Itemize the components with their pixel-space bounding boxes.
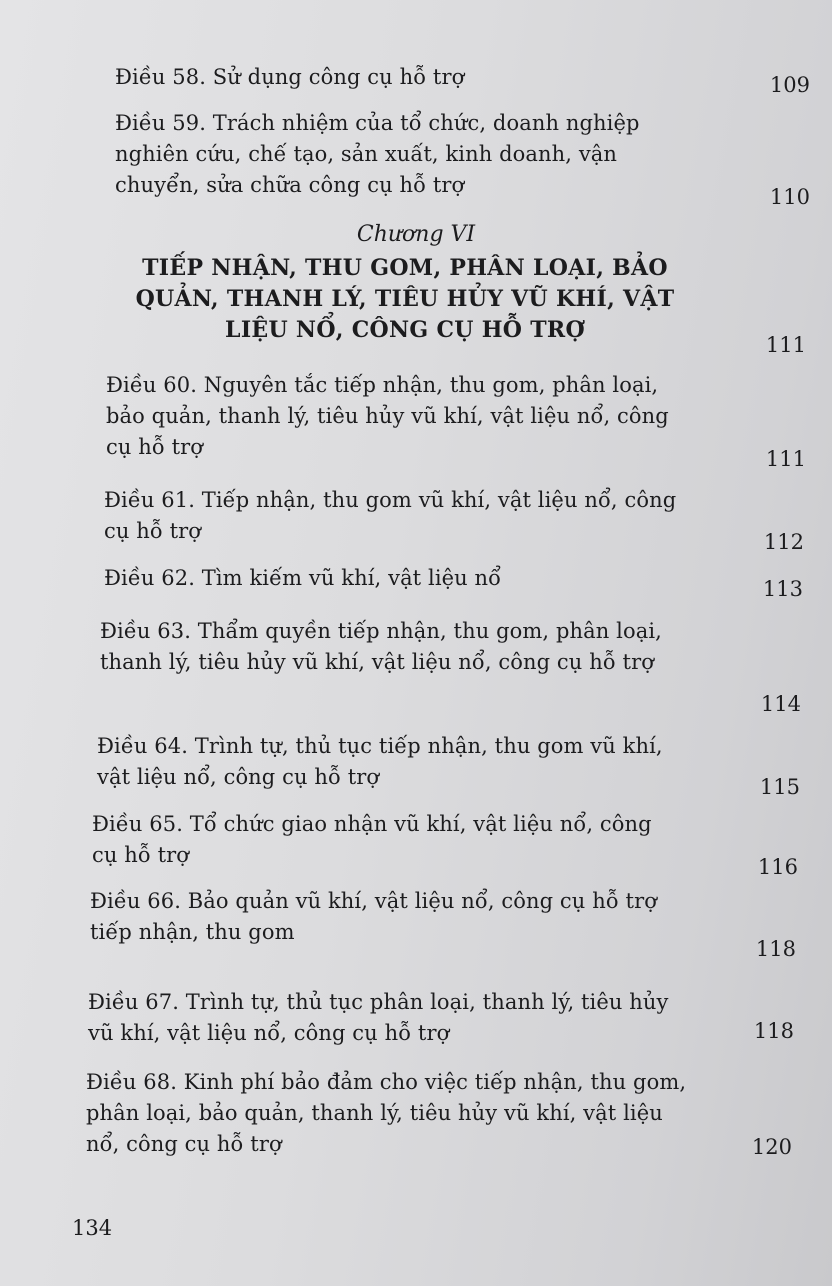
toc-entry-title: Điều 67. Trình tự, thủ tục phân loại, thanh lý, tiêu hủy vũ khí, vật liệu nổ, công cụ hỗ trợ xyxy=(88,990,669,1045)
toc-entry-66 xyxy=(90,886,690,948)
toc-entry-title: Điều 60. Nguyên tắc tiếp nhận, thu gom, phân loại, bảo quản, thanh lý, tiêu hủy vũ khí, vật liệu nổ, công cụ hỗ trợ xyxy=(106,373,669,459)
chapter-title: TIẾP NHẬN, THU GOM, PHÂN LOẠI, BẢO QUẢN, THANH LÝ, TIÊU HỦY VŨ KHÍ, VẬT LIỆU NỔ, CÔNG CỤ HỖ TRỢ xyxy=(135,255,675,343)
chapter-page: 111 xyxy=(765,333,806,357)
toc-entry-page: 118 xyxy=(755,937,796,961)
page-number: 134 xyxy=(72,1216,113,1240)
toc-entry-page: 113 xyxy=(762,577,803,601)
toc-entry-title: Điều 61. Tiếp nhận, thu gom vũ khí, vật liệu nổ, công cụ hỗ trợ xyxy=(104,488,677,543)
toc-entry-64 xyxy=(97,731,687,793)
toc-entry-page: 110 xyxy=(769,185,810,209)
toc-entry-page: 116 xyxy=(757,855,798,879)
toc-entry-title: Điều 68. Kinh phí bảo đảm cho việc tiếp nhận, thu gom, phân loại, bảo quản, thanh lý, tiêu hủy vũ khí, vật liệu nổ, công cụ hỗ trợ xyxy=(86,1070,687,1156)
toc-entry-title: Điều 65. Tổ chức giao nhận vũ khí, vật liệu nổ, công cụ hỗ trợ xyxy=(92,812,652,867)
toc-entry-page: 112 xyxy=(763,530,804,554)
toc-entry-title: Điều 58. Sử dụng công cụ hỗ trợ xyxy=(115,65,465,89)
toc-entry-62 xyxy=(104,563,694,594)
toc-entry-60 xyxy=(106,370,696,463)
toc-entry-67 xyxy=(88,987,698,1049)
toc-entry-58 xyxy=(115,62,675,93)
toc-entry-page: 120 xyxy=(751,1135,792,1159)
toc-entry-61 xyxy=(104,485,684,547)
toc-entry-title: Điều 63. Thẩm quyền tiếp nhận, thu gom, phân loại, thanh lý, tiêu hủy vũ khí, vật liệu nổ, công cụ hỗ trợ xyxy=(100,619,662,674)
toc-entry-page: 111 xyxy=(765,447,806,471)
toc-entry-59 xyxy=(115,108,705,201)
toc-entry-63 xyxy=(100,616,700,678)
toc-entry-page: 109 xyxy=(769,73,810,97)
toc-entry-page: 115 xyxy=(759,775,800,799)
toc-entry-title: Điều 59. Trách nhiệm của tổ chức, doanh nghiệp nghiên cứu, chế tạo, sản xuất, kinh doanh, vận chuyển, sửa chữa công cụ hỗ trợ xyxy=(115,111,640,197)
chapter-label: Chương VI xyxy=(356,222,476,247)
toc-entry-65 xyxy=(92,809,672,871)
toc-entry-page: 114 xyxy=(760,692,801,716)
toc-entry-title: Điều 62. Tìm kiếm vũ khí, vật liệu nổ xyxy=(104,566,502,590)
toc-entry-68 xyxy=(86,1067,696,1160)
toc-entry-title: Điều 64. Trình tự, thủ tục tiếp nhận, thu gom vũ khí, vật liệu nổ, công cụ hỗ trợ xyxy=(97,734,663,789)
toc-entry-page: 118 xyxy=(753,1019,794,1043)
toc-entry-title: Điều 66. Bảo quản vũ khí, vật liệu nổ, công cụ hỗ trợ tiếp nhận, thu gom xyxy=(90,889,657,944)
